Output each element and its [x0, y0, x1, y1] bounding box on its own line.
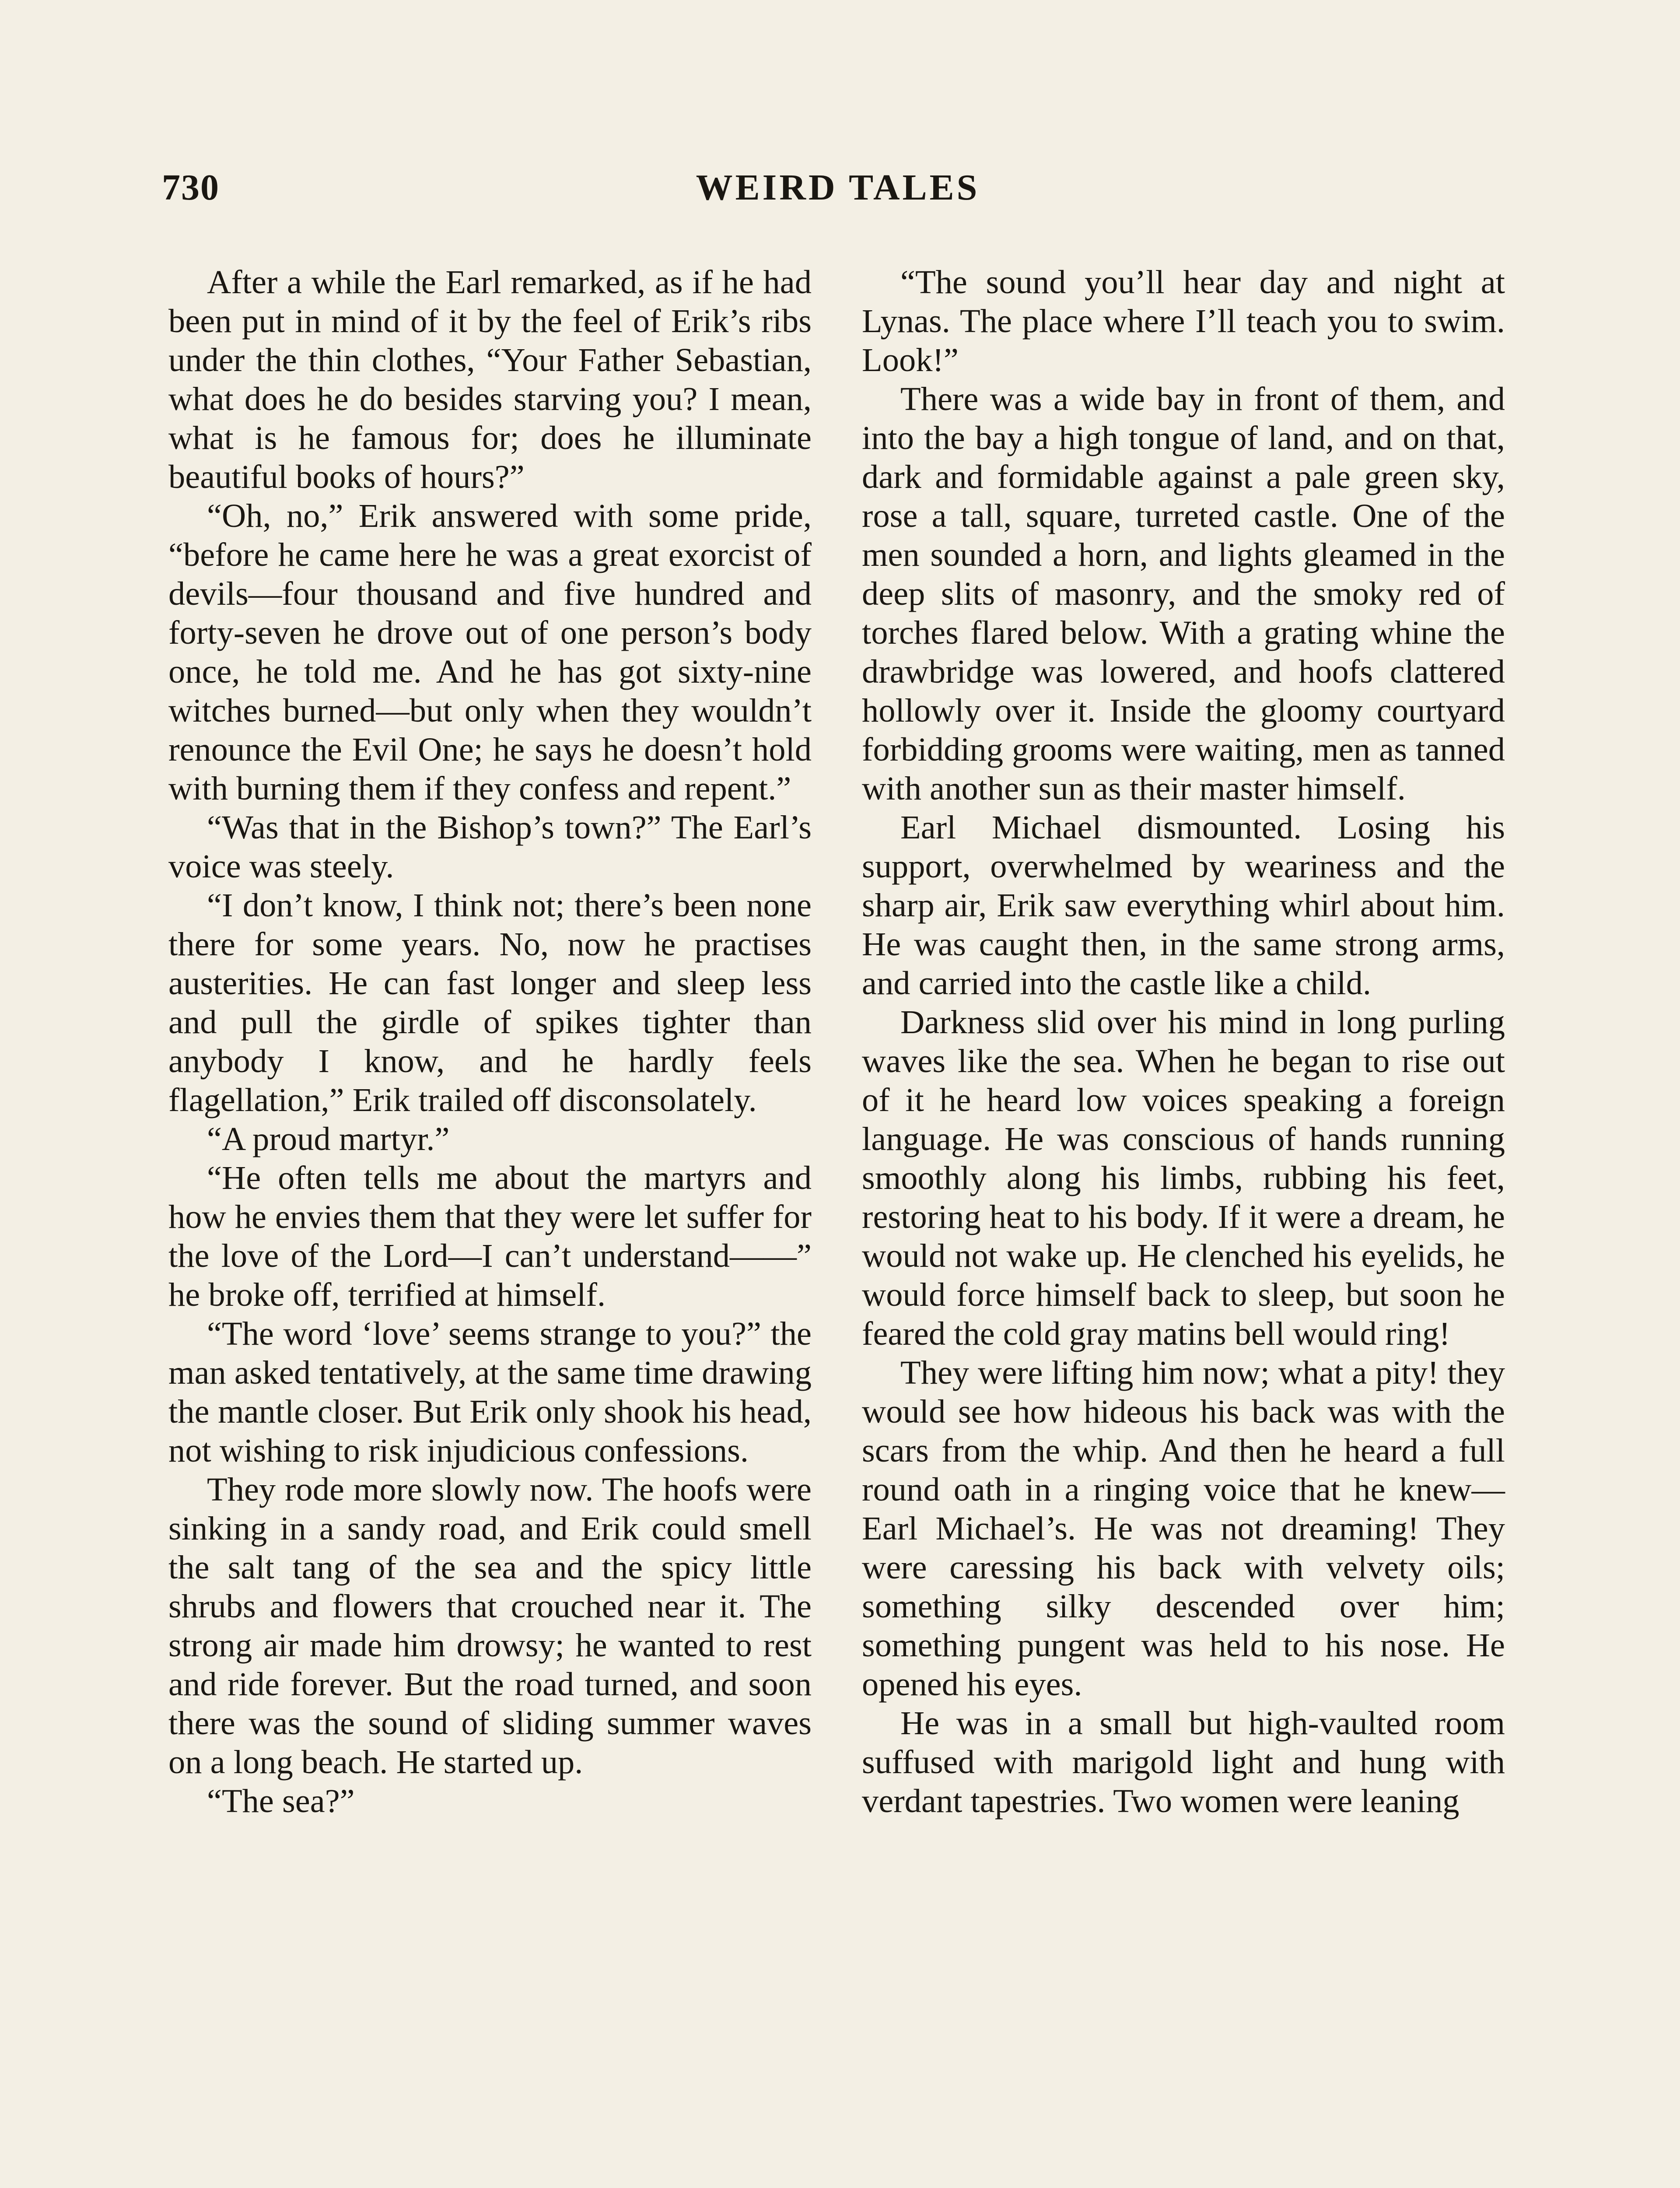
paragraph: “A proud martyr.”	[207, 1120, 450, 1157]
paragraph: They were lifting him now; what a pity! they would see how hideous his back was with the scars from the whip. And then he heard a full round oath in a ringing voice that he knew—Earl Michael’s. He was not dreaming! They were caressing his back with velvety oils; something silky descended over him; something pungent was held to his nose. He opened his eyes.	[862, 1354, 1505, 1703]
page-number: 730	[162, 167, 220, 208]
paragraph: “The sound you’ll hear day and night at Lynas. The place where I’ll teach you to swim. Look!”	[862, 263, 1505, 379]
right-column	[862, 263, 1505, 1820]
paragraph: “Oh, no,” Erik answered with some pride, “before he came here he was a great exorcist of devils—four thousand and five hundred and forty-seven he drove out of one person’s body once, he told me. And he has got sixty-nine witches burned—but only when they wouldn’t renounce the Evil One; he says he doesn’t hold with burning them if they confess and repent.”	[168, 497, 812, 807]
paragraph: Darkness slid over his mind in long purling waves like the sea. When he began to rise out of it he heard low voices speaking a foreign language. He was conscious of hands running smoothly along his limbs, rubbing his feet, restoring heat to his body. If it were a dream, he would not wake up. He clenched his eyelids, he would force himself back to sleep, but soon he feared the cold gray matins bell would ring!	[862, 1003, 1505, 1352]
paragraph: After a while the Earl remarked, as if he had been put in mind of it by the feel of Erik’s ribs under the thin clothes, “Your Father Sebastian, what does he do besides starving you? I mean, what is he famous for; does he illuminate beautiful books of hours?”	[168, 263, 812, 495]
running-title: WEIRD TALES	[696, 167, 980, 208]
paragraph: “Was that in the Bishop’s town?” The Earl’s voice was steely.	[168, 809, 812, 885]
left-column	[168, 263, 812, 1820]
paragraph: They rode more slowly now. The hoofs were sinking in a sandy road, and Erik could smell the salt tang of the sea and the spicy little shrubs and flowers that crouched near it. The strong air made him drowsy; he wanted to rest and ride forever. But the road turned, and soon there was the sound of sliding summer waves on a long beach. He started up.	[168, 1471, 812, 1781]
page-header	[162, 166, 1514, 214]
paragraph: There was a wide bay in front of them, and into the bay a high tongue of land, and on that, dark and formidable against a pale green sky, rose a tall, square, turreted castle. One of the men sounded a horn, and lights gleamed in the deep slits of masonry, and the smoky red of torches flared below. With a grating whine the drawbridge was lowered, and hoofs clattered hollowly over it. Inside the gloomy courtyard forbidding grooms were waiting, men as tanned with another sun as their master himself.	[862, 380, 1505, 807]
paragraph: “He often tells me about the martyrs and how he envies them that they were let suffer for the love of the Lord—I can’t understand——” he broke off, terrified at himself.	[168, 1159, 812, 1313]
paragraph: He was in a small but high-vaulted room suffused with marigold light and hung with verdant tapestries. Two women were leaning	[862, 1704, 1505, 1820]
paragraph: “The sea?”	[207, 1782, 355, 1820]
paragraph: Earl Michael dismounted. Losing his support, overwhelmed by weariness and the sharp air, Erik saw everything whirl about him. He was caught then, in the same strong arms, and carried into the castle like a child.	[862, 809, 1505, 1002]
paragraph: “The word ‘love’ seems strange to you?” the man asked tentatively, at the same time drawing the mantle closer. But Erik only shook his head, not wishing to risk injudicious confessions.	[168, 1315, 812, 1469]
paragraph: “I don’t know, I think not; there’s been none there for some years. No, now he practises austerities. He can fast longer and sleep less and pull the girdle of spikes tighter than anybody I know, and he hardly feels flagellation,” Erik trailed off disconsolately.	[168, 887, 812, 1119]
